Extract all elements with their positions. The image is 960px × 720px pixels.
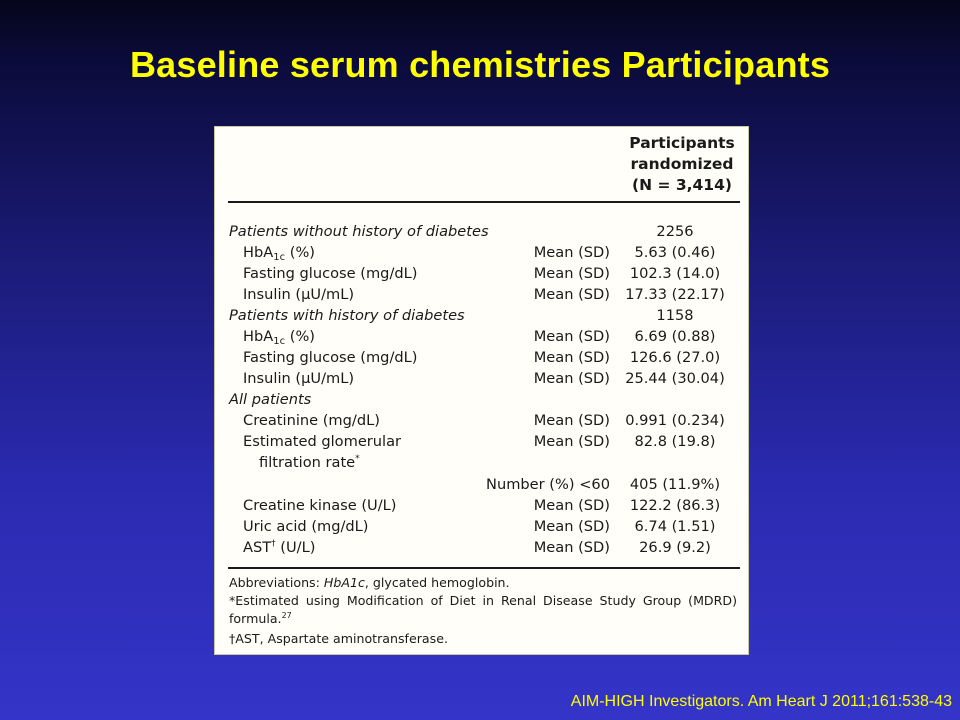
row-label: HbA$_{1c}$ (%) [243, 328, 316, 347]
row-value: 0.991 (0.234) [625, 412, 725, 429]
row-value: 122.2 (86.3) [629, 497, 721, 514]
row-value: 2256 [656, 223, 694, 240]
row-stat: Mean (SD) [533, 518, 610, 535]
table-row [215, 410, 750, 431]
row-stat: Mean (SD) [533, 370, 610, 387]
table-row [215, 516, 750, 537]
row-stat: Number (%) <60 [486, 476, 610, 493]
column-header-line-2: randomized [630, 155, 734, 173]
table-row [215, 452, 750, 473]
table-row [215, 368, 750, 389]
footnote-abbreviations: Abbreviations: HbA1c, glycated hemoglobin. [229, 575, 510, 590]
table-row [215, 389, 750, 410]
table-row [215, 495, 750, 516]
table-row [215, 284, 750, 305]
row-value: 5.63 (0.46) [634, 244, 716, 261]
table-row [215, 305, 750, 326]
row-value: 6.69 (0.88) [634, 328, 716, 345]
row-label: Creatine kinase (U/L) [243, 497, 397, 514]
row-label: HbA$_{1c}$ (%) [243, 244, 316, 263]
row-value: 17.33 (22.17) [625, 286, 725, 303]
row-stat: Mean (SD) [533, 412, 610, 429]
slide-title: Baseline serum chemistries Participants [129, 44, 831, 85]
row-stat: Mean (SD) [533, 497, 610, 514]
column-header-line-3: (N = 3,414) [632, 176, 732, 194]
baseline-chemistries-table [214, 126, 749, 655]
row-label: AST† (U/L) [243, 539, 316, 556]
header-rule [228, 201, 740, 203]
row-stat: Mean (SD) [533, 433, 610, 450]
row-stat: Mean (SD) [533, 349, 610, 366]
table-row [215, 474, 750, 495]
row-stat: Mean (SD) [533, 539, 610, 556]
column-header-line-1: Participants [629, 134, 735, 152]
row-label: Creatinine (mg/dL) [243, 412, 380, 429]
row-stat: Mean (SD) [533, 286, 610, 303]
table-footnotes [229, 574, 737, 648]
row-label: Patients with history of diabetes [229, 307, 465, 324]
row-label: Estimated glomerular [243, 433, 402, 450]
row-value: 1158 [656, 307, 694, 324]
footer-rule [228, 567, 740, 569]
row-stat: Mean (SD) [533, 265, 610, 282]
row-label: filtration rate* [259, 454, 360, 471]
row-label: Insulin (μU/mL) [243, 370, 355, 387]
citation: AIM-HIGH Investigators. Am Heart J 2011;161:538-43 [570, 693, 952, 710]
footnote-ast: †AST, Aspartate aminotransferase. [229, 631, 448, 646]
row-label: Fasting glucose (mg/dL) [243, 265, 418, 282]
row-value: 102.3 (14.0) [629, 265, 721, 282]
table-row [215, 431, 750, 452]
footnote-mdrd: *Estimated using Modification of Diet in Renal Disease Study Group (MDRD) [229, 593, 737, 608]
table-row [215, 347, 750, 368]
table-row [215, 221, 750, 242]
row-value: 405 (11.9%) [629, 476, 721, 493]
row-value: 26.9 (9.2) [639, 539, 711, 556]
column-header [619, 133, 745, 196]
table-row [215, 326, 750, 347]
table-row [215, 537, 750, 558]
row-stat: Mean (SD) [533, 244, 610, 261]
row-label: Fasting glucose (mg/dL) [243, 349, 418, 366]
row-label: All patients [229, 391, 312, 408]
table-row [215, 263, 750, 284]
footnote-mdrd-cont: formula.$^{27}$ [229, 611, 292, 626]
row-value: 25.44 (30.04) [625, 370, 725, 387]
row-label: Uric acid (mg/dL) [243, 518, 369, 535]
row-label: Patients without history of diabetes [229, 223, 489, 240]
row-value: 126.6 (27.0) [629, 349, 721, 366]
row-value: 6.74 (1.51) [634, 518, 716, 535]
row-label: Insulin (μU/mL) [243, 286, 355, 303]
table-row [215, 242, 750, 263]
row-stat: Mean (SD) [533, 328, 610, 345]
row-value: 82.8 (19.8) [634, 433, 716, 450]
